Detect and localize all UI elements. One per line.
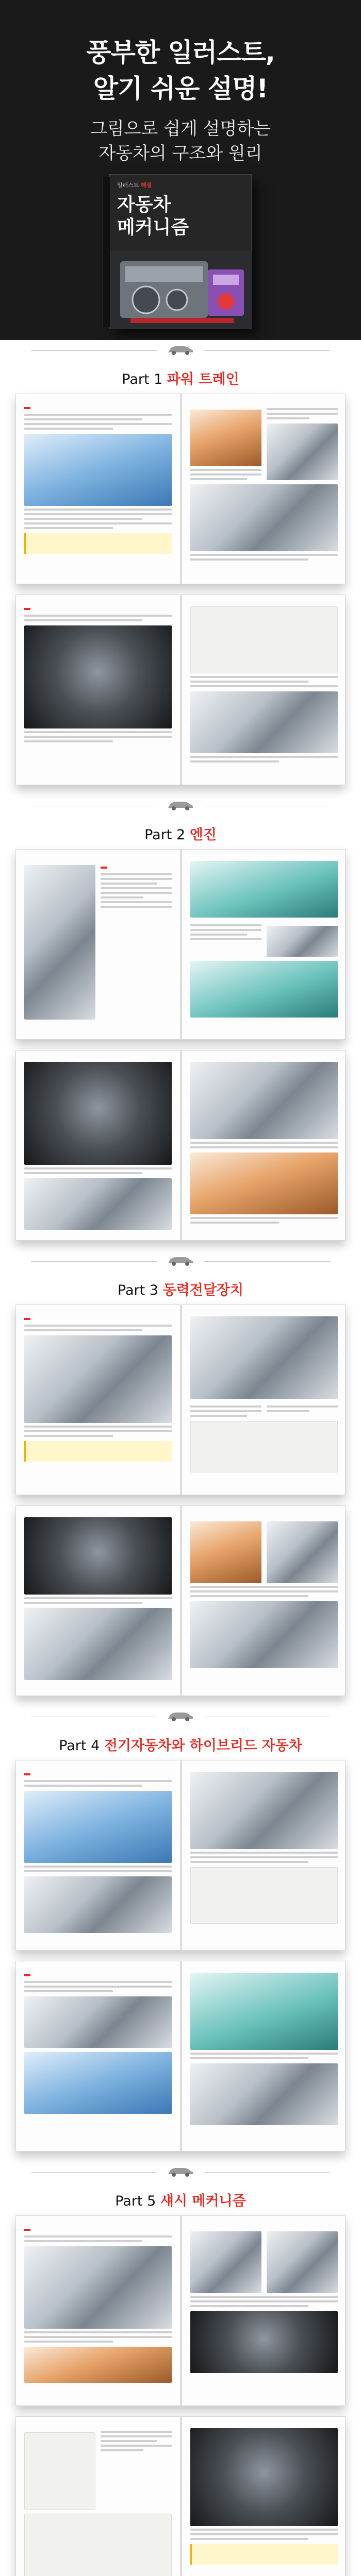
chapter-tag — [24, 1318, 30, 1320]
spread-page-right — [182, 394, 346, 584]
diagram-figure — [190, 1867, 338, 1924]
spread-page-right — [182, 1506, 346, 1696]
book-title-line1: 자동차 — [117, 194, 171, 215]
hybrid-unit-figure — [190, 1772, 338, 1849]
spread-page-left — [16, 595, 180, 785]
gearbox-photo — [24, 1517, 172, 1595]
book-series-label — [117, 181, 152, 189]
section-divider — [0, 795, 361, 814]
component-figure — [24, 1876, 172, 1933]
component-figure — [267, 423, 338, 480]
book-series-text: 일러스트 — [117, 182, 139, 189]
part-section-5 — [0, 2180, 361, 2576]
part-heading — [0, 814, 361, 849]
book-cover — [109, 174, 252, 329]
book-spread — [15, 595, 346, 785]
part-section-3 — [0, 1269, 361, 1706]
section-divider — [0, 340, 361, 359]
engine-illustration — [110, 251, 252, 329]
car-icon — [166, 800, 195, 811]
clutch-figure — [190, 1316, 338, 1399]
book-spine — [103, 177, 110, 327]
divider-rule-left — [31, 2172, 157, 2173]
spread-page-right — [182, 1961, 346, 2151]
divider-rule-right — [204, 2172, 330, 2173]
spread-page-left — [16, 2216, 180, 2406]
engine-block-figure — [24, 865, 95, 1020]
tire-diagram — [24, 2432, 95, 2510]
hero-headline-line2: 알기 쉬운 설명! — [93, 74, 268, 104]
book-spread — [15, 1050, 346, 1241]
spread-page-right — [182, 2216, 346, 2406]
chapter-tag — [24, 1974, 30, 1976]
part-heading — [0, 359, 361, 394]
spread-page-left — [16, 850, 180, 1040]
ev-motor-figure — [24, 1791, 172, 1863]
component-figure — [190, 2231, 261, 2293]
spread-page-right — [182, 2417, 346, 2576]
component-figure — [190, 484, 338, 551]
spread-page-right — [182, 1305, 346, 1495]
part-name: 엔진 — [189, 827, 217, 843]
part-heading — [0, 1725, 361, 1760]
diagram-figure — [190, 606, 338, 673]
part-section-2 — [0, 814, 361, 1251]
hero-headline-line1: 풍부한 일러스트, — [86, 38, 275, 67]
part-label: Part 3 — [117, 1282, 158, 1298]
book-spread — [15, 1304, 346, 1495]
chapter-tag — [24, 2229, 30, 2231]
spread-page-right — [182, 850, 346, 1040]
section-divider — [0, 1251, 361, 1269]
diagram-figure — [190, 1521, 261, 1583]
hero-subtitle-line2: 자동차의 구조와 원리 — [99, 143, 262, 164]
part-label: Part 1 — [122, 371, 163, 387]
diagram-figure — [190, 1421, 338, 1472]
ev-car-photo — [24, 2052, 172, 2114]
book-spread — [15, 1961, 346, 2151]
book-spread — [15, 1760, 346, 1951]
component-figure — [190, 1062, 338, 1139]
part-label: Part 2 — [144, 827, 186, 843]
component-figure — [24, 1996, 172, 2048]
book-spread — [15, 2416, 346, 2576]
part-section-1 — [0, 359, 361, 795]
part-heading — [0, 1269, 361, 1304]
engine-photo — [24, 625, 172, 728]
component-figure — [190, 1601, 338, 1668]
tire-diagram — [24, 2514, 172, 2576]
book-spread — [15, 849, 346, 1040]
part-section-4 — [0, 1725, 361, 2162]
car-icon — [166, 1710, 195, 1722]
transmission-figure — [24, 1335, 172, 1423]
ev-platform-figure — [190, 1973, 338, 2050]
component-figure — [190, 2063, 338, 2125]
part-label: Part 5 — [115, 2193, 156, 2209]
component-figure — [267, 1521, 338, 1583]
car-icon — [166, 2166, 195, 2177]
book-spread — [15, 2215, 346, 2406]
tire-photo — [190, 2428, 338, 2526]
part-name: 섀시 메커니즘 — [160, 2193, 246, 2209]
gearbox-figure — [190, 691, 338, 753]
divider-rule-left — [31, 350, 157, 351]
spread-page-right — [182, 595, 346, 785]
hero-subtitle-line1: 그림으로 쉽게 설명하는 — [90, 118, 271, 139]
note-box — [190, 2544, 338, 2565]
spread-page-left — [16, 1961, 180, 2151]
spread-page-right — [182, 1760, 346, 1951]
note-box — [24, 533, 172, 554]
engine-photo — [24, 1062, 172, 1165]
note-box — [24, 1441, 172, 1462]
chapter-tag — [101, 867, 107, 869]
diagram-figure — [24, 434, 172, 506]
book-spread — [15, 394, 346, 584]
diagram-figure — [190, 410, 261, 466]
spread-page-left — [16, 394, 180, 584]
section-divider — [0, 1706, 361, 1725]
component-figure — [24, 1608, 172, 1680]
chapter-tag — [24, 407, 30, 409]
part-name: 동력전달장치 — [162, 1282, 244, 1298]
component-figure — [267, 926, 338, 957]
diagram-figure — [190, 861, 338, 918]
book-title-line2: 메커니즘 — [117, 217, 189, 238]
spread-page-right — [182, 1050, 346, 1241]
brake-disc-figure — [24, 2246, 172, 2329]
divider-rule-right — [204, 350, 330, 351]
spread-page-left — [16, 1050, 180, 1241]
part-name: 파워 트레인 — [167, 371, 239, 387]
car-icon — [166, 1255, 195, 1266]
wheel-photo — [190, 2311, 338, 2373]
book-spread — [15, 1505, 346, 1696]
component-figure — [267, 2231, 338, 2293]
brake-pad-figure — [24, 2347, 172, 2383]
divider-rule-left — [31, 1261, 157, 1262]
chapter-tag — [24, 608, 30, 610]
diagram-figure — [190, 1153, 338, 1214]
spread-page-left — [16, 1305, 180, 1495]
part-name: 전기자동차와 하이브리드 자동차 — [104, 1738, 302, 1754]
section-divider — [0, 2162, 361, 2180]
diagram-figure — [190, 961, 338, 1018]
component-figure — [24, 1178, 172, 1230]
part-label: Part 4 — [59, 1738, 100, 1754]
chapter-tag — [24, 1773, 30, 1775]
hero-banner — [0, 0, 361, 340]
book-series-accent: 해설 — [141, 182, 152, 189]
car-icon — [166, 344, 195, 355]
spread-page-left — [16, 2417, 180, 2576]
part-heading — [0, 2180, 361, 2215]
divider-rule-right — [204, 1261, 330, 1262]
spread-page-left — [16, 1760, 180, 1951]
spread-page-left — [16, 1506, 180, 1696]
